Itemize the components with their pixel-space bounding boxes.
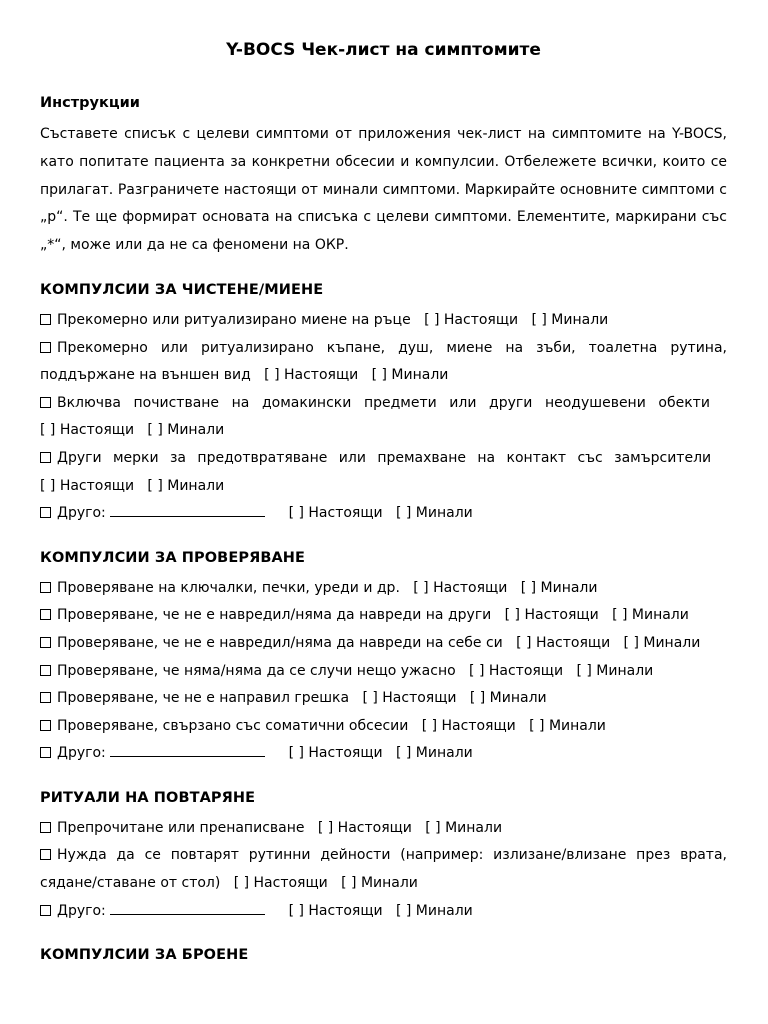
- checkbox[interactable]: [40, 314, 51, 325]
- checkbox[interactable]: [40, 582, 51, 593]
- symptom-label: Прекомерно или ритуализирано къпане, душ, миене на зъби, тоалетна рутина, поддържане на външен вид: [40, 339, 727, 384]
- past-option[interactable]: [ ] Минали: [469, 690, 547, 707]
- checklist-item: [40, 602, 727, 630]
- section-title: РИТУАЛИ НА ПОВТАРЯНЕ: [40, 789, 256, 806]
- current-option[interactable]: [ ] Настоящи: [504, 607, 599, 624]
- checklist-item-other: [40, 898, 727, 926]
- checklist-item: [40, 713, 727, 741]
- page-title: Y-BOCS Чек-лист на симптомите: [226, 40, 541, 60]
- checkbox[interactable]: [40, 452, 51, 463]
- other-label: Друго:: [57, 505, 106, 522]
- current-option[interactable]: [ ] Настоящи: [288, 745, 383, 762]
- checklist-item: [40, 842, 727, 897]
- checkbox[interactable]: [40, 665, 51, 676]
- symptom-label: Включва почистване на домакински предмети или други неодушевени обекти: [57, 394, 710, 411]
- past-option[interactable]: [ ] Минали: [612, 607, 689, 624]
- checklist: [40, 307, 727, 528]
- symptom-label: Проверяване, че няма/няма да се случи нещо ужасно: [57, 662, 456, 679]
- checklist-item-other: [40, 500, 727, 528]
- checkbox[interactable]: [40, 692, 51, 703]
- symptom-label: Проверяване, че не е направил грешка: [57, 690, 350, 707]
- current-option[interactable]: [ ] Настоящи: [516, 634, 611, 651]
- other-blank-line[interactable]: [110, 902, 265, 915]
- symptom-sections: [40, 280, 727, 965]
- current-option[interactable]: [ ] Настоящи: [362, 690, 457, 707]
- checklist-item: [40, 445, 727, 500]
- current-option[interactable]: [ ] Настоящи: [233, 875, 328, 892]
- instructions-text: Съставете списък с целеви симптоми от приложения чек-лист на симптомите на Y-BOCS, като попитате пациента за конкретни обсесии и компулсии. Отбележете всички, които се прилагат. Разграничете настоящи от минали симптоми. Маркирайте основните симптоми с „p“. Те ще формират основата на списъка с целеви симптоми. Елементите, маркирани със „*“, може или да не са феномени на ОКР.: [40, 126, 727, 254]
- checklist-item: [40, 390, 727, 445]
- symptom-label: Проверяване, свързано със соматични обсесии: [57, 717, 409, 734]
- past-option[interactable]: [ ] Минали: [520, 579, 598, 596]
- symptom-label: Прекомерно или ритуализирано миене на ръце: [57, 311, 411, 328]
- past-option[interactable]: [ ] Минали: [395, 902, 473, 919]
- past-option[interactable]: [ ] Минали: [147, 422, 225, 439]
- symptom-label: Други мерки за предотвратяване или премахване на контакт със замърсители: [57, 449, 712, 466]
- symptom-label: Проверяване на ключалки, печки, уреди и др.: [57, 579, 400, 596]
- symptom-label: Нужда да се повтарят рутинни дейности (например: излизане/влизане през врата, сядане/ставане от стол): [40, 847, 727, 892]
- current-option[interactable]: [ ] Настоящи: [264, 367, 359, 384]
- current-option[interactable]: [ ] Настоящи: [40, 422, 135, 439]
- checklist: [40, 575, 727, 768]
- past-option[interactable]: [ ] Минали: [531, 311, 609, 328]
- checklist-item: [40, 658, 727, 686]
- checklist: [40, 815, 727, 925]
- checklist-item: [40, 335, 727, 390]
- checkbox[interactable]: [40, 397, 51, 408]
- checkbox[interactable]: [40, 720, 51, 731]
- current-option[interactable]: [ ] Настоящи: [40, 477, 135, 494]
- checkbox[interactable]: [40, 905, 51, 916]
- other-label: Друго:: [57, 745, 106, 762]
- checkbox[interactable]: [40, 637, 51, 648]
- past-option[interactable]: [ ] Минали: [425, 819, 503, 836]
- current-option[interactable]: [ ] Настоящи: [288, 505, 383, 522]
- symptom-label: Препрочитане или пренаписване: [57, 819, 305, 836]
- checklist-item: [40, 307, 727, 335]
- other-blank-line[interactable]: [110, 504, 265, 517]
- current-option[interactable]: [ ] Настоящи: [413, 579, 508, 596]
- current-option[interactable]: [ ] Настоящи: [469, 662, 564, 679]
- past-option[interactable]: [ ] Минали: [341, 875, 418, 892]
- past-option[interactable]: [ ] Минали: [395, 505, 473, 522]
- checklist-item-other: [40, 740, 727, 768]
- other-label: Друго:: [57, 902, 106, 919]
- symptom-label: Проверяване, че не е навредил/няма да навреди на други: [57, 607, 492, 624]
- past-option[interactable]: [ ] Минали: [576, 662, 654, 679]
- past-option[interactable]: [ ] Минали: [147, 477, 225, 494]
- checklist-item: [40, 575, 727, 603]
- symptom-label: Проверяване, че не е навредил/няма да навреди на себе си: [57, 634, 503, 651]
- current-option[interactable]: [ ] Настоящи: [421, 717, 516, 734]
- current-option[interactable]: [ ] Настоящи: [317, 819, 412, 836]
- checklist-item: [40, 630, 727, 658]
- section-title: КОМПУЛСИИ ЗА ЧИСТЕНЕ/МИЕНЕ: [40, 281, 324, 298]
- checkbox[interactable]: [40, 507, 51, 518]
- checkbox[interactable]: [40, 609, 51, 620]
- current-option[interactable]: [ ] Настоящи: [288, 902, 383, 919]
- checkbox[interactable]: [40, 747, 51, 758]
- section-title: КОМПУЛСИИ ЗА БРОЕНЕ: [40, 947, 249, 964]
- checklist-item: [40, 685, 727, 713]
- instructions-heading: Инструкции: [40, 95, 140, 111]
- other-blank-line[interactable]: [110, 744, 265, 757]
- current-option[interactable]: [ ] Настоящи: [424, 311, 519, 328]
- checkbox[interactable]: [40, 849, 51, 860]
- past-option[interactable]: [ ] Минали: [623, 634, 701, 651]
- past-option[interactable]: [ ] Минали: [371, 367, 449, 384]
- past-option[interactable]: [ ] Минали: [395, 745, 473, 762]
- past-option[interactable]: [ ] Минали: [529, 717, 606, 734]
- checkbox[interactable]: [40, 822, 51, 833]
- checklist-item: [40, 815, 727, 843]
- checkbox[interactable]: [40, 342, 51, 353]
- section-title: КОМПУЛСИИ ЗА ПРОВЕРЯВАНЕ: [40, 549, 306, 566]
